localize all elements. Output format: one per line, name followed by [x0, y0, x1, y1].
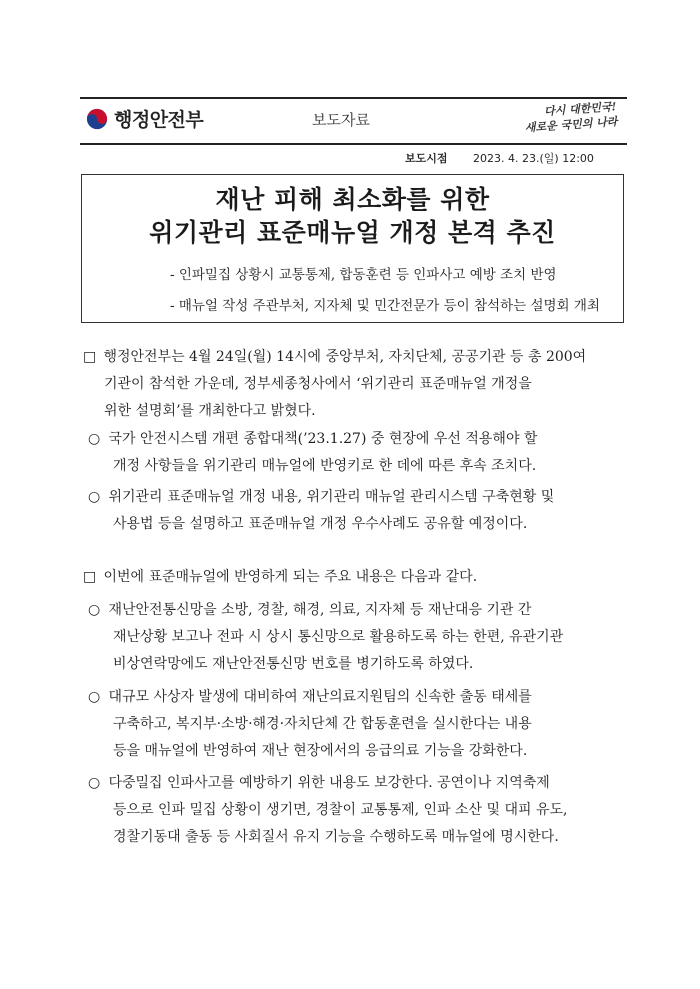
sub-item-1-line-2: 개정 사항들을 위기관리 매뉴얼에 반영키로 한 데에 따른 후속 조치다.	[113, 458, 537, 474]
sub-item-4-line-3: 등을 매뉴얼에 반영하여 재난 현장에서의 응급의료 기능을 강화한다.	[113, 743, 528, 759]
sub-item-3-line-3: 비상연락망에도 재난안전통신망 번호를 병기하도록 하였다.	[113, 656, 474, 672]
sub-item-1	[88, 426, 628, 480]
paragraph-2-line-1: 이번에 표준매뉴얼에 반영하게 되는 주요 내용은 다음과 같다.	[103, 569, 478, 585]
press-header	[80, 97, 627, 145]
sub-item-5-line-1: 다중밀집 인파사고를 예방하기 위한 내용도 보강한다. 공연이나 지역축제	[108, 775, 550, 791]
subtitle-1: - 인파밀집 상황시 교통통제, 합동훈련 등 인파사고 예방 조치 반영	[170, 267, 557, 283]
sub-item-3	[88, 597, 628, 678]
slogan-line-1: 다시 대한민국!	[543, 100, 617, 119]
sub-item-3-line-1: 재난안전통신망을 소방, 경찰, 해경, 의료, 지자체 등 재난대응 기관 간	[108, 602, 532, 618]
paragraph-1-line-3: 위한 설명회’를 개최한다고 밝혔다.	[104, 403, 316, 419]
circle-bullet: ○	[88, 602, 101, 618]
circle-bullet: ○	[88, 689, 101, 705]
sub-item-4-line-1: 대규모 사상자 발생에 대비하여 재난의료지원팀의 신속한 출동 태세를	[108, 689, 532, 705]
sub-item-5-line-2: 등으로 인파 밀집 상황이 생기면, 경찰이 교통통제, 인파 소산 및 대피 유도,	[113, 802, 568, 818]
sub-item-2	[88, 484, 628, 538]
subtitle-2: - 매뉴얼 작성 주관부처, 지자체 및 민간전문가 등이 참석하는 설명회 개최	[170, 298, 600, 314]
sub-item-5-line-3: 경찰기동대 출동 등 사회질서 유지 기능을 수행하도록 매뉴얼에 명시한다.	[113, 829, 559, 845]
title-line-1: 재난 피해 최소화를 위한	[215, 185, 490, 214]
org-name: 행정안전부	[114, 109, 204, 131]
paragraph-1	[83, 344, 628, 425]
paragraph-1-line-1: 행정안전부는 4월 24일(월) 14시에 중앙부처, 자치단체, 공공기관 등 총 200여	[103, 349, 587, 365]
doc-type-label: 보도자료	[312, 111, 370, 129]
circle-bullet: ○	[88, 775, 101, 791]
title-line-2: 위기관리 표준매뉴얼 개정 본격 추진	[149, 218, 556, 247]
ministry-logo	[86, 105, 203, 132]
sub-item-2-line-1: 위기관리 표준매뉴얼 개정 내용, 위기관리 매뉴얼 관리시스템 구축현황 및	[108, 489, 555, 505]
circle-bullet: ○	[88, 489, 101, 505]
sub-item-5	[88, 770, 628, 851]
sub-item-2-line-2: 사용법 등을 설명하고 표준매뉴얼 개정 우수사례도 공유할 예정이다.	[113, 516, 528, 532]
release-date: 2023. 4. 23.(일) 12:00	[473, 152, 594, 165]
sub-item-3-line-2: 재난상황 보고나 전파 시 상시 통신망으로 활용하도록 하는 한편, 유관기관	[113, 629, 564, 645]
release-time	[405, 150, 594, 166]
paragraph-1-line-2: 기관이 참석한 가운데, 정부세종청사에서 ‘위기관리 표준매뉴얼 개정을	[104, 376, 532, 392]
sub-item-1-line-1: 국가 안전시스템 개편 종합대책(’23.1.27) 중 현장에 우선 적용해야 할	[108, 431, 538, 447]
taegeuk-emblem-icon	[86, 108, 108, 130]
sub-item-4-line-2: 구축하고, 복지부·소방·해경·자치단체 간 합동훈련을 실시한다는 내용	[113, 716, 532, 732]
paragraph-2	[83, 564, 628, 591]
title-box	[81, 174, 624, 323]
slogan	[504, 99, 618, 137]
release-label: 보도시점	[405, 152, 448, 165]
sub-item-4	[88, 684, 628, 765]
square-bullet: □	[83, 569, 97, 585]
circle-bullet: ○	[88, 431, 101, 447]
square-bullet: □	[83, 349, 97, 365]
slogan-line-2: 새로운 국민의 나라	[524, 115, 618, 135]
